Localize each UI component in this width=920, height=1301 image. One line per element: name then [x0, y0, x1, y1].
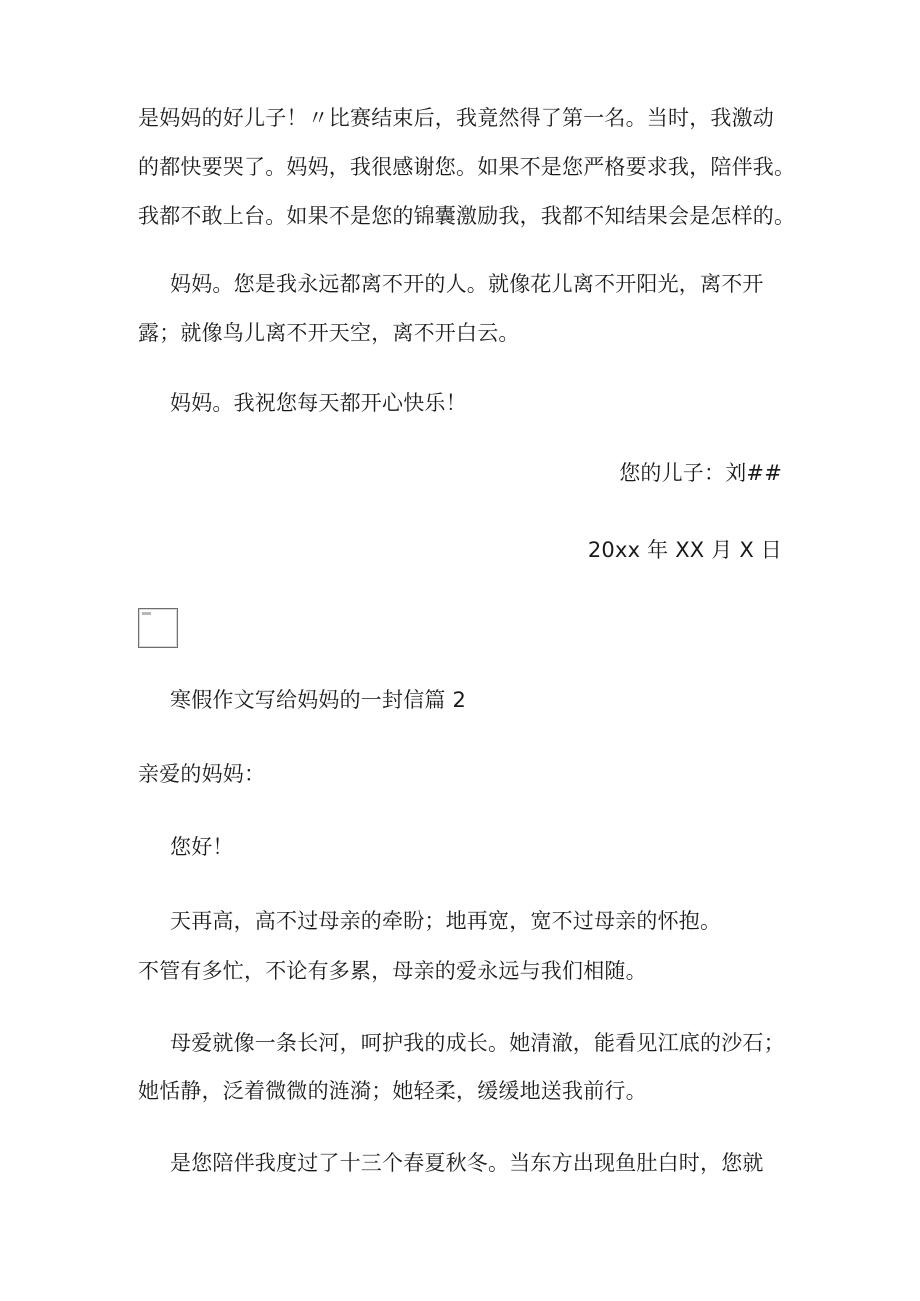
paragraph-line: 妈妈。我祝您每天都开心快乐！: [170, 391, 467, 415]
paragraph-line: 母爱就像一条长河，呵护我的成长。她清澈，能看见江底的沙石；: [170, 1031, 785, 1055]
paragraph-line: 是您陪伴我度过了十三个春夏秋冬。当东方出现鱼肚白时，您就: [170, 1151, 764, 1175]
paragraph-line: 天再高，高不过母亲的牵盼；地再宽，宽不过母亲的怀抱。: [170, 909, 722, 933]
letter-date: 20xx 年 XX 月 X 日: [587, 538, 782, 562]
paragraph-line: 是妈妈的好儿子！〃比赛结束后，我竟然得了第一名。当时，我激动: [138, 106, 774, 130]
image-placeholder-mark: [142, 612, 151, 615]
greeting: 您好！: [170, 835, 234, 859]
signature: 您的儿子：刘##: [619, 461, 782, 485]
image-placeholder-icon: [138, 608, 178, 648]
salutation: 亲爱的妈妈：: [138, 762, 266, 786]
paragraph-line: 的都快要哭了。妈妈，我很感谢您。如果不是您严格要求我，陪伴我。: [138, 155, 796, 179]
section-title: 寒假作文写给妈妈的一封信篇 2: [170, 688, 467, 712]
paragraph-line: 她恬静，泛着微微的涟漪；她轻柔，缓缓地送我前行。: [138, 1079, 647, 1103]
paragraph-line: 不管有多忙，不论有多累，母亲的爱永远与我们相随。: [138, 959, 647, 983]
paragraph-line: 我都不敢上台。如果不是您的锦囊激励我，我都不知结果会是怎样的。: [138, 204, 796, 228]
paragraph-line: 妈妈。您是我永远都离不开的人。就像花儿离不开阳光，离不开: [170, 272, 764, 296]
paragraph-line: 露；就像鸟儿离不开天空，离不开白云。: [138, 321, 520, 345]
